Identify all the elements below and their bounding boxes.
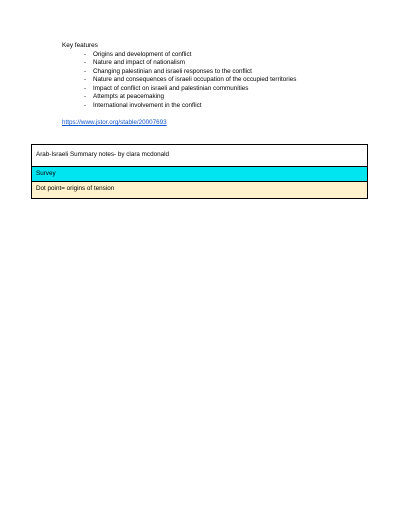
jstor-source-link[interactable]: https://www.jstor.org/stable/20007693	[62, 119, 167, 126]
feature-text: Nature and consequences of israeli occupation of the occupied territories	[93, 76, 297, 84]
list-item	[84, 68, 296, 77]
feature-text: Nature and impact of nationalism	[93, 59, 186, 67]
feature-text: Impact of conflict on israeli and palestinian communities	[93, 84, 249, 92]
feature-text: Origins and development of conflict	[93, 50, 192, 58]
bullet-dash: -	[84, 93, 87, 101]
bullet-dash: -	[84, 84, 87, 92]
list-item	[84, 102, 296, 111]
bullet-dash: -	[84, 50, 87, 58]
list-item	[84, 76, 296, 85]
survey-row: Survey	[32, 167, 367, 182]
list-item	[84, 85, 296, 94]
bullet-dash: -	[84, 59, 87, 67]
key-features-list	[84, 51, 296, 111]
bullet-dash: -	[84, 67, 87, 75]
list-item	[84, 93, 296, 102]
key-features-heading: Key features	[62, 42, 98, 49]
feature-text: Attempts at peacemaking	[93, 93, 165, 101]
dot-point-row: Dot point= origins of tension	[32, 182, 367, 198]
feature-text: Changing palestinian and israeli responses to the conflict	[93, 67, 252, 75]
bullet-dash: -	[84, 76, 87, 84]
list-item	[84, 59, 296, 68]
summary-notes-table	[31, 144, 368, 199]
list-item	[84, 51, 296, 60]
bullet-dash: -	[84, 102, 87, 110]
feature-text: International involvement in the conflict	[93, 102, 202, 110]
table-title-row: Arab-Israeli Summary notes- by clara mcdonald	[32, 145, 367, 167]
